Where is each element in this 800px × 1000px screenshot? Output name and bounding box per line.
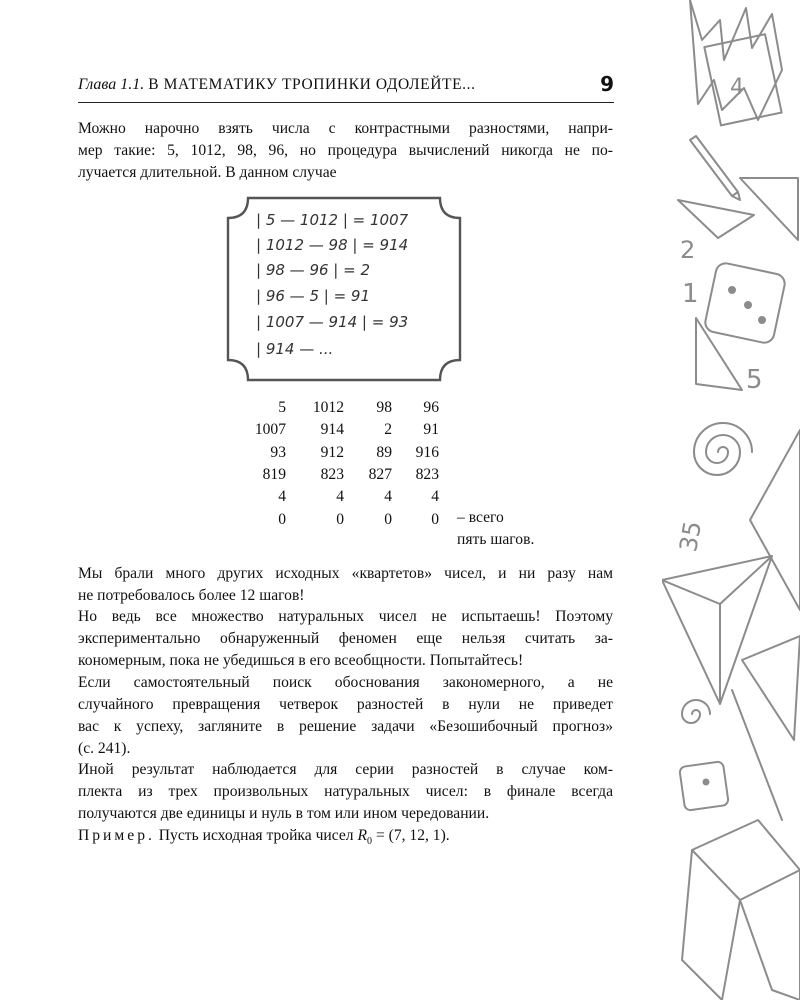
ruler-shape	[740, 178, 798, 240]
cone-shape	[750, 430, 800, 610]
intro-paragraph: Можно нарочно взять числа с контрастными разностями, напри- мер такие: 5, 1012, 98, 96, но процедура вычислений никогда не по- лучается длительной. В данном случае	[78, 120, 613, 181]
digit-two-text: 2	[680, 236, 696, 264]
formula-line: | 1012 — 98 | = 914	[256, 236, 409, 254]
page-number: 9	[600, 72, 614, 96]
difference-table	[240, 397, 439, 531]
formula-line: | 96 — 5 | = 91	[256, 287, 371, 305]
paragraph: Но ведь все множество натуральных чисел не испытаешь! Поэтому экспериментально обнаруженный феномен еще нельзя считать за- кономерным, пока не убедишься в его всеобщности. Попытайтесь!	[78, 608, 613, 669]
triangle-shape	[678, 200, 754, 238]
digit-35-text: 35	[674, 518, 708, 554]
digit-one-text: 1	[682, 279, 699, 309]
dice-small-icon	[679, 761, 729, 811]
zigzag-shape	[690, 0, 782, 120]
polyhedron-shape	[682, 820, 800, 1000]
table-note: – всего	[457, 509, 504, 526]
running-header	[78, 72, 614, 103]
kite-shape	[742, 636, 800, 740]
doodle-border	[662, 0, 800, 1000]
example-label: Пример.	[78, 827, 155, 844]
spiral-icon	[694, 423, 752, 475]
variable-r: R	[357, 827, 368, 844]
chapter-title: Глава 1.1. В МАТЕМАТИКУ ТРОПИНКИ ОДОЛЕЙТЕ...	[78, 76, 476, 93]
paragraph: Иной результат наблюдается для серии разностей в случае ком- плекта из трех произвольных натуральных чисел: в финале всегда получаются две единицы и нуль в том или ином чередовании.	[78, 761, 613, 822]
digit-five-text: 5	[746, 365, 763, 395]
table-row: 1007 914 2 91	[254, 421, 439, 439]
set-square-shape	[696, 318, 742, 390]
paragraph: Мы брали много других исходных «квартетов» чисел, и ни разу нам не потребовалось более 12 шагов!	[78, 565, 613, 604]
formula-line: | 5 — 1012 | = 1007	[256, 211, 409, 229]
pencil-icon	[690, 136, 740, 200]
example-paragraph: Пример. Пусть исходная тройка чисел $R_0 = (7$, 12, 1).	[78, 827, 450, 848]
digit-four-text: 4	[730, 75, 744, 100]
table-row: 0 0 0 0	[278, 510, 439, 528]
table-row: 93 912 89 916	[270, 443, 439, 461]
spiral-small-icon	[682, 700, 710, 723]
table-note: пять шагов.	[457, 531, 535, 548]
table-row: 819 823 827 823	[262, 466, 439, 484]
formula-line: | 914 — ...	[256, 340, 334, 358]
formula-line: | 1007 — 914 | = 93	[256, 313, 409, 331]
table-row: 4 4 4 4	[278, 488, 439, 506]
formula-line: | 98 — 96 | = 2	[256, 261, 371, 279]
paragraph: Если самостоятельный поиск обоснования закономерного, а не случайного превращения четверок разностей в нули не приведет вас к успеху, загляните в решение задачи «Безошибочный прогноз» (с. 241).	[78, 674, 613, 757]
table-row: 5 1012 98 96	[278, 399, 439, 417]
